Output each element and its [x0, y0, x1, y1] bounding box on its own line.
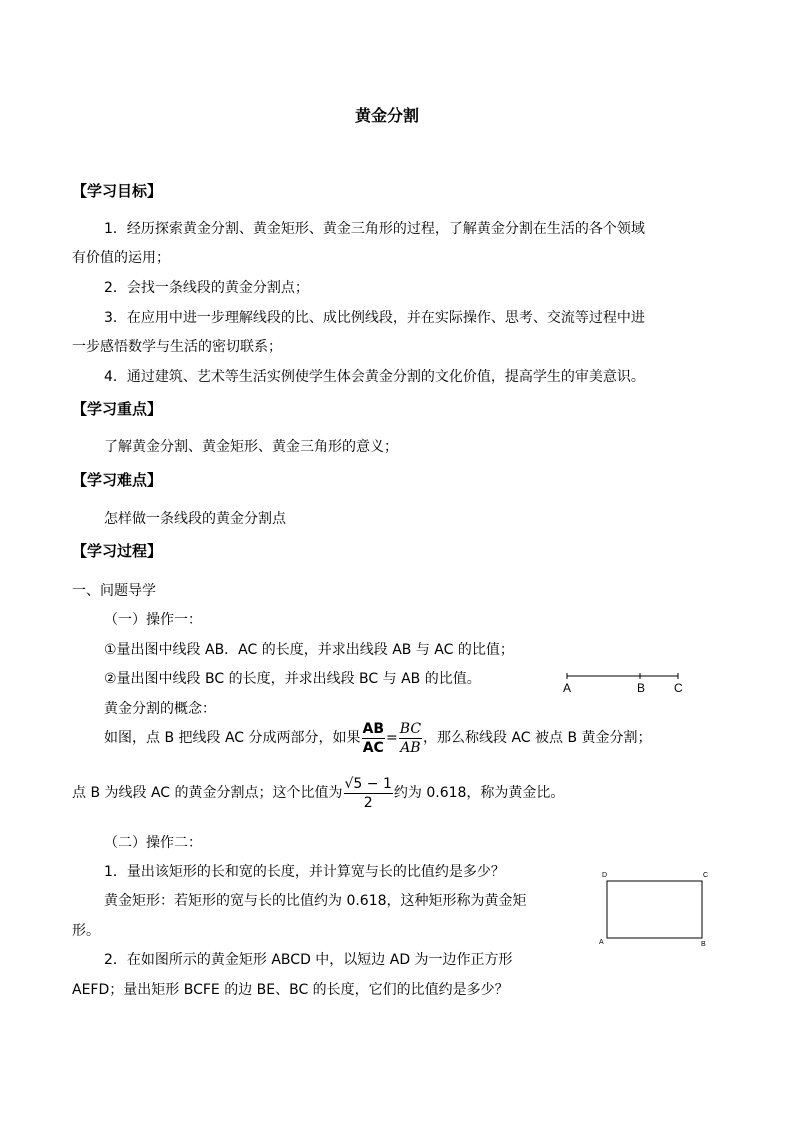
- focus-heading: 【学习重点】: [72, 400, 163, 418]
- fraction-bc: BC: [399, 720, 422, 737]
- golden-rectangle-def-line-2: 形。: [72, 923, 100, 939]
- fraction-bc-over-ab: [399, 720, 422, 757]
- label-b: B: [637, 681, 646, 695]
- fraction-ac: AC: [362, 739, 384, 756]
- definition-line-1: [104, 719, 652, 757]
- label-a-rect: A: [599, 939, 604, 946]
- golden-rectangle-def-line-1: 黄金矩形：若矩形的宽与长的比值约为 0.618，这种矩形称为黄金矩: [104, 893, 527, 909]
- page-title: 黄金分割: [355, 106, 420, 125]
- equals-sign: =: [386, 730, 398, 746]
- definition-text-d: 约为 0.618，称为黄金比。: [393, 785, 565, 801]
- rectangle-abcd: [607, 881, 702, 938]
- difficulty-heading: 【学习难点】: [72, 471, 163, 489]
- definition-text-b: ，那么称线段 AC 被点 B 黄金分割；: [423, 730, 652, 746]
- golden-ratio-fraction: [344, 775, 393, 812]
- concept-label: 黄金分割的概念：: [104, 701, 216, 717]
- label-c-rect: C: [703, 872, 709, 879]
- golden-ratio-denominator: 2: [363, 794, 373, 811]
- goal-3-line-1: 3．在应用中进一步理解线段的比、成比例线段，并在实际操作、思考、交流等过程中进: [104, 310, 645, 326]
- focus-text: 了解黄金分割、黄金矩形、黄金三角形的意义；: [104, 439, 398, 455]
- goals-heading: 【学习目标】: [72, 182, 163, 200]
- part1-heading: 一、问题导学: [72, 583, 156, 599]
- label-d: D: [602, 872, 608, 879]
- operation-1-label: （一）操作一：: [104, 612, 202, 628]
- fraction-ab: AB: [362, 720, 385, 737]
- label-c: C: [674, 681, 683, 695]
- operation-2-label: （二）操作二：: [104, 835, 202, 851]
- difficulty-text: 怎样做一条线段的黄金分割点: [104, 511, 286, 527]
- goal-2: 2．会找一条线段的黄金分割点；: [104, 280, 309, 296]
- label-b-rect: B: [701, 941, 706, 948]
- label-a: A: [563, 681, 572, 695]
- goal-3-line-2: 一步感悟数学与生活的密切联系；: [72, 339, 282, 355]
- operation-2-question-1: 1．量出该矩形的长和宽的长度，并计算宽与长的比值约是多少？: [104, 864, 505, 880]
- segment-abc-diagram: [560, 668, 690, 696]
- golden-ratio-numerator: √5 − 1: [344, 775, 392, 792]
- operation-1-step-2: ②量出图中线段 BC 的长度，并求出线段 BC 与 AB 的比值。: [104, 671, 481, 687]
- golden-rectangle-diagram: [598, 866, 718, 948]
- operation-2-question-2-line-1: 2．在如图所示的黄金矩形 ABCD 中，以短边 AD 为一边作正方形: [104, 952, 513, 968]
- goal-1-line-1: 1．经历探索黄金分割、黄金矩形、黄金三角形的过程，了解黄金分割在生活的各个领域: [104, 221, 645, 237]
- definition-text-c: 点 B 为线段 AC 的黄金分割点；这个比值为: [72, 785, 343, 801]
- fraction-ab-over-ac: [362, 720, 386, 757]
- definition-text-a: 如图，点 B 把线段 AC 分成两部分，如果: [104, 730, 361, 746]
- goal-4: 4．通过建筑、艺术等生活实例使学生体会黄金分割的文化价值，提高学生的审美意识。: [104, 369, 645, 385]
- goal-1-line-2: 有价值的运用；: [72, 250, 170, 266]
- operation-2-question-2-line-2: AEFD；量出矩形 BCFE 的边 BE、BC 的长度，它们的比值约是多少？: [72, 982, 509, 998]
- operation-1-step-1: ①量出图中线段 AB．AC 的长度，并求出线段 AB 与 AC 的比值；: [104, 642, 514, 658]
- definition-line-2: [72, 772, 564, 814]
- process-heading: 【学习过程】: [72, 542, 163, 560]
- fraction-ab-den: AB: [400, 739, 421, 756]
